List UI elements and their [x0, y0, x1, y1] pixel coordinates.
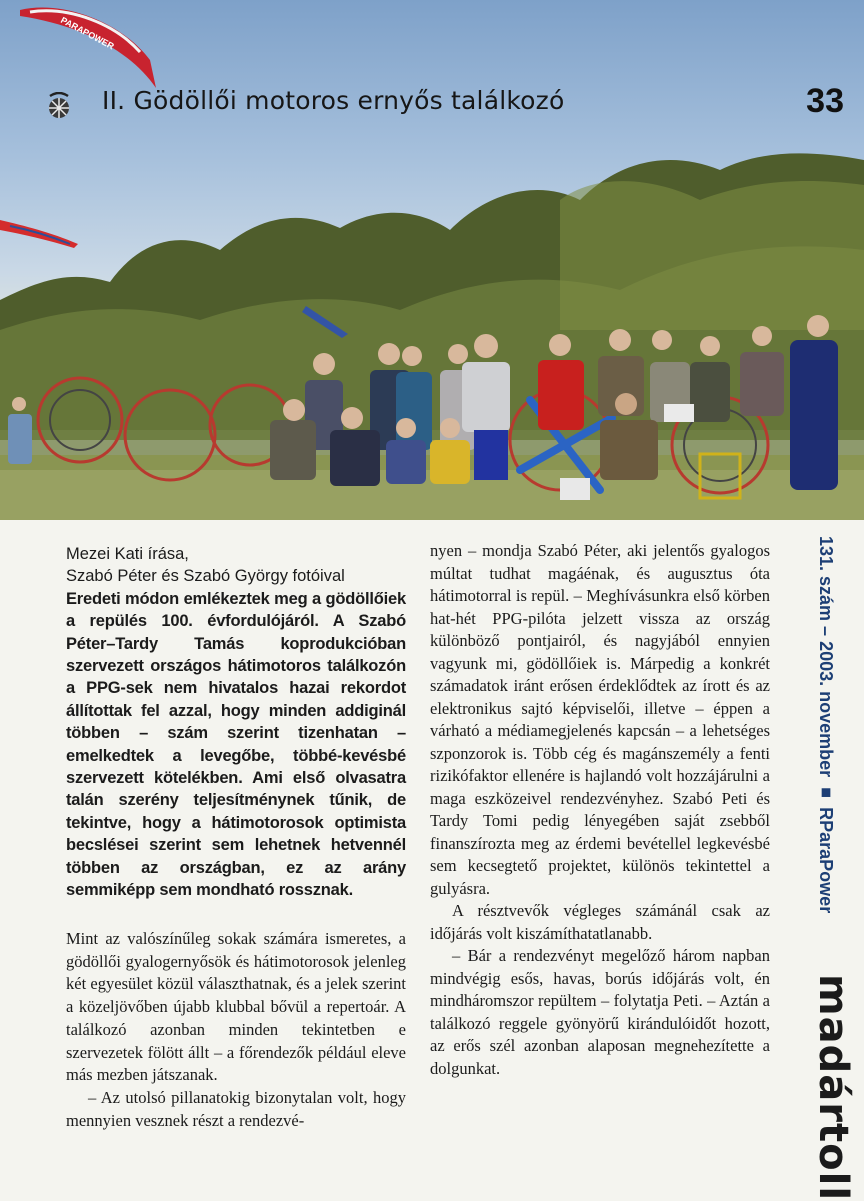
byline-author: Mezei Kati írása,: [66, 545, 189, 563]
article-body-right: [430, 540, 770, 1080]
lead-paragraph: Eredeti módon emlékeztek meg a gödöllőiek a repülés 100. évfordulójáról. A Szabó Péter–Tardy Tamás koprodukcióban szervezett országos hátimotoros találkozón a PPG-sek nem hivatalos hazai rekordot állítottak fel azzal, hogy minden addiginál többen – szám szerint tizenhatan – emelkedtek a levegőbe, többé-kevésbé szervezett kötelékben. Ami első olvasatra talán szerény teljesítménynek tűnik, de tekintve, hogy a hátimotorosok optimista becslései szerint sem lehetnek hetvennél többen az országban, ez az arány semmiképp sem mondható rossznak.: [66, 589, 406, 900]
page-number: 33: [806, 82, 844, 120]
magazine-logo: madártoll: [810, 974, 856, 1201]
body-paragraph: nyen – mondja Szabó Péter, aki jelentős gyalogos múltat tudhat magáénak, és augusztus óta hátimotorral is repül. – Meghívásunkra első körben hat-hét PPG-pilóta jelzett vissza az ország különböző pontjairól, és nagyjából ennyien vagyunk mi, gödöllőiek is. Márpedig a konkrét számadatok iránt erősen érdeklődtek az írott és az elektronikus sajtó képviselői, illetve – éppen a várható a médiamegjelenés kapcsán – a lehetséges szponzorok is. Több cég és magánszemély a fenti rizikófaktor ellenére is hajlandó volt hozzájárulni a maga eszközeivel rendezvényhez. Szabó Peti és Tardy Tomi pedig lényegében saját zsebből finanszírozta meg az érdemi bevétellel legkevésbé sem kecsegtető projektet, különös tekintettel a gulyásra.: [430, 541, 770, 898]
page-title: II. Gödöllői motoros ernyős találkozó: [102, 86, 565, 115]
body-paragraph: A résztvevők végleges számánál csak az időjárás volt kiszámíthatatlanabb.: [430, 901, 770, 943]
body-paragraph: Mint az valószínűleg sokak számára ismeretes, a gödöllői gyalogernyősök és hátimotorosok jelenleg két egyesület közül választhatnak, és a jelek szerint a közeljövőben újabb klubbal bővül a repertoár. A találkozó azonban minden tekintetben e szervezetek fölött állt – a főrendezők például eleve más mezben játszanak.: [66, 929, 406, 1085]
body-paragraph: – Bár a rendezvényt megelőző három napban mindvégig esős, havas, borús időjárás volt, én mindháromszor repültem – folytatja Peti. – Aztán a találkozó reggele gyönyörű kirándulóidőt hozott, az erős szél azonban alaposan megnehezítette a dolgunkat.: [430, 946, 770, 1078]
group-photo: [0, 0, 864, 520]
photo-scene: [0, 0, 864, 520]
byline-photos: Szabó Péter és Szabó György fotóival: [66, 567, 345, 586]
body-paragraph: – Az utolsó pillanatokig bizonytalan volt, hogy mennyien vesznek részt a rendezvé-: [66, 1087, 406, 1130]
issue-label: 131. szám – 2003. november ■ RParaPower: [816, 536, 836, 914]
glider-label: PARAPOWER: [59, 14, 116, 52]
article-lead: [66, 543, 406, 902]
paramotor-logo-icon: [44, 92, 74, 122]
article-body-left: [66, 928, 406, 1132]
